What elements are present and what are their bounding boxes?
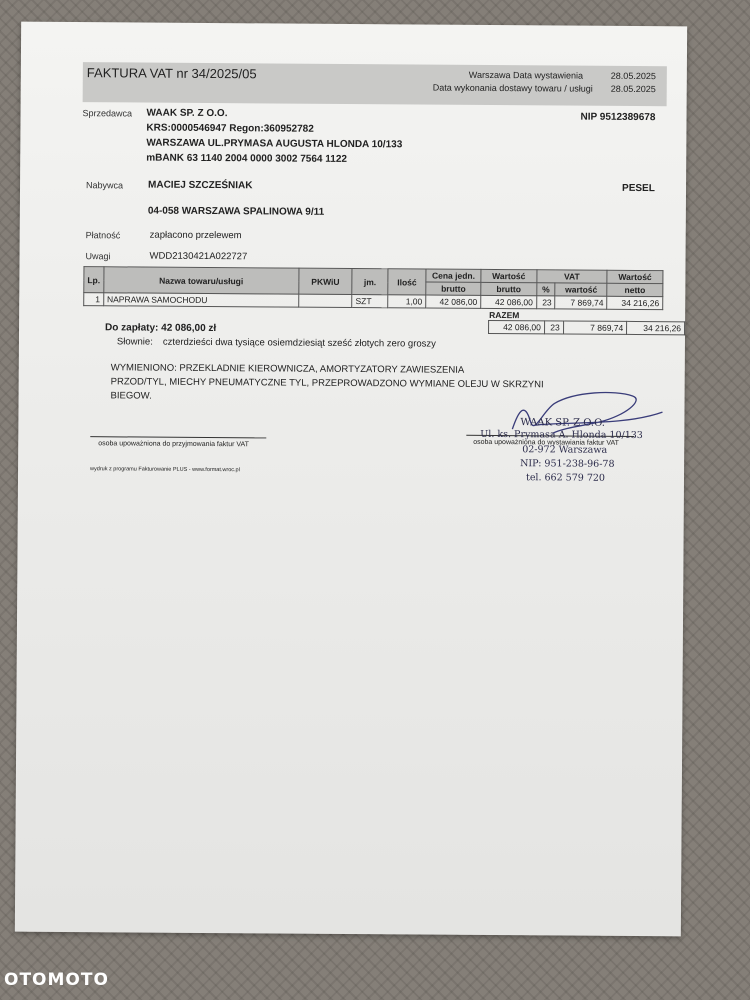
col-net-sub: netto [607,283,663,296]
payment-value: zapłacono przelewem [149,229,242,242]
buyer-pesel-label: PESEL [621,182,655,195]
col-vat: VAT [537,270,608,283]
invoice-title: FAKTURA VAT nr 34/2025/05 [86,65,257,82]
row-net: 34 216,26 [607,296,663,309]
row-qty: 1,00 [388,295,426,308]
row-lp: 1 [84,293,104,306]
invoice-paper [15,22,687,937]
row-unit: SZT [352,295,388,308]
row-gross: 42 086,00 [481,295,537,308]
issue-place-label: Warszawa Data wystawienia [468,69,584,81]
seller-nip: NIP 9512389678 [580,111,656,124]
seller-name: WAAK SP. Z O.O. [146,107,228,120]
col-pkwiu: PKWiU [299,268,353,294]
receiver-signature-line [90,436,266,438]
row-unit-price: 42 086,00 [426,295,481,308]
summary-gross: 42 086,00 [489,320,545,333]
table-row [84,293,663,310]
summary-label: RAZEM [489,309,520,321]
col-gross-sub: brutto [481,282,537,295]
col-unit: jm. [352,269,388,295]
items-table [83,266,663,310]
stamp-line-1: WAAK SP. Z O.O. [520,417,605,429]
col-name: Nazwa towaru/usługi [104,267,299,294]
stamp-line-4: NIP: 951-238-96-78 [520,458,615,470]
summary-vat-pct: 23 [544,321,563,334]
col-lp: Lp. [84,267,104,293]
software-footer-note: wydruk z programu Fakturowanie PLUS - www.format.wroc.pl [90,466,240,474]
summary-row [489,320,685,334]
remarks-line-3: BIEGOW. [110,390,152,402]
stamp-line-5: tel. 662 579 720 [525,472,606,484]
seller-label: Sprzedawca [82,108,133,119]
col-unit-price: Cena jedn. [426,269,481,282]
col-vat-value: wartość [555,283,607,296]
summary-net: 34 216,26 [627,321,685,334]
col-gross: Wartość [481,269,537,282]
to-pay-amount: Do zapłaty: 42 086,00 zł [105,322,217,335]
row-pkwiu [299,294,352,307]
notes-label: Uwagi [85,251,111,262]
row-vat-pct: 23 [536,296,555,309]
issuer-signature-caption: osoba upoważniona do wystawiania faktur VAT [473,438,619,447]
col-qty: Ilość [388,269,426,295]
to-pay-words-label: Słownie: [116,336,153,348]
delivery-label: Data wykonania dostawy towaru / usługi [432,82,593,94]
seller-registry: KRS:0000546947 Regon:360952782 [146,122,314,135]
remarks-line-1: WYMIENIONO: PRZEKLADNIE KIEROWNICZA, AMORTYZATORY ZAWIESZENIA [110,362,465,376]
row-vat-value: 7 869,74 [555,296,607,309]
delivery-date: 28.05.2025 [610,83,656,95]
remarks-line-2: PRZOD/TYL, MIECHY PNEUMATYCZNE TYL, PRZEPROWADZONO WYMIANE OLEJU W SKRZYNI [110,376,544,391]
seller-bank: mBANK 63 1140 2004 0000 3002 7564 1122 [146,152,348,165]
notes-value: WDD2130421A022727 [149,250,248,263]
receiver-signature-caption: osoba upoważniona do przyjmowania faktur VAT [98,440,249,449]
summary-vat-value: 7 869,74 [563,321,627,334]
stamp-line-3: 02-972 Warszawa [522,444,608,456]
stamp-line-2: Ul. ks. Prymasa A. Hlonda 10/133 [480,428,643,442]
issue-date: 28.05.2025 [610,70,656,82]
col-net: Wartość [607,270,663,283]
summary-table [488,320,685,335]
buyer-label: Nabywca [86,180,124,191]
buyer-address: 04-058 WARSZAWA SPALINOWA 9/11 [147,205,325,218]
buyer-name: MACIEJ SZCZEŚNIAK [148,179,253,192]
col-unit-price-sub: brutto [426,282,481,295]
col-vat-pct: % [536,283,555,296]
seller-address: WARSZAWA UL.PRYMASA AUGUSTA HLONDA 10/133 [146,137,403,151]
table-header-row [84,267,663,284]
to-pay-words: czterdzieści dwa tysiące osiemdziesiąt sześć złotych zero groszy [162,336,436,350]
otomoto-watermark-logo: OTOMOTO [4,970,109,990]
payment-label: Płatność [85,230,121,241]
row-name: NAPRAWA SAMOCHODU [103,293,298,307]
